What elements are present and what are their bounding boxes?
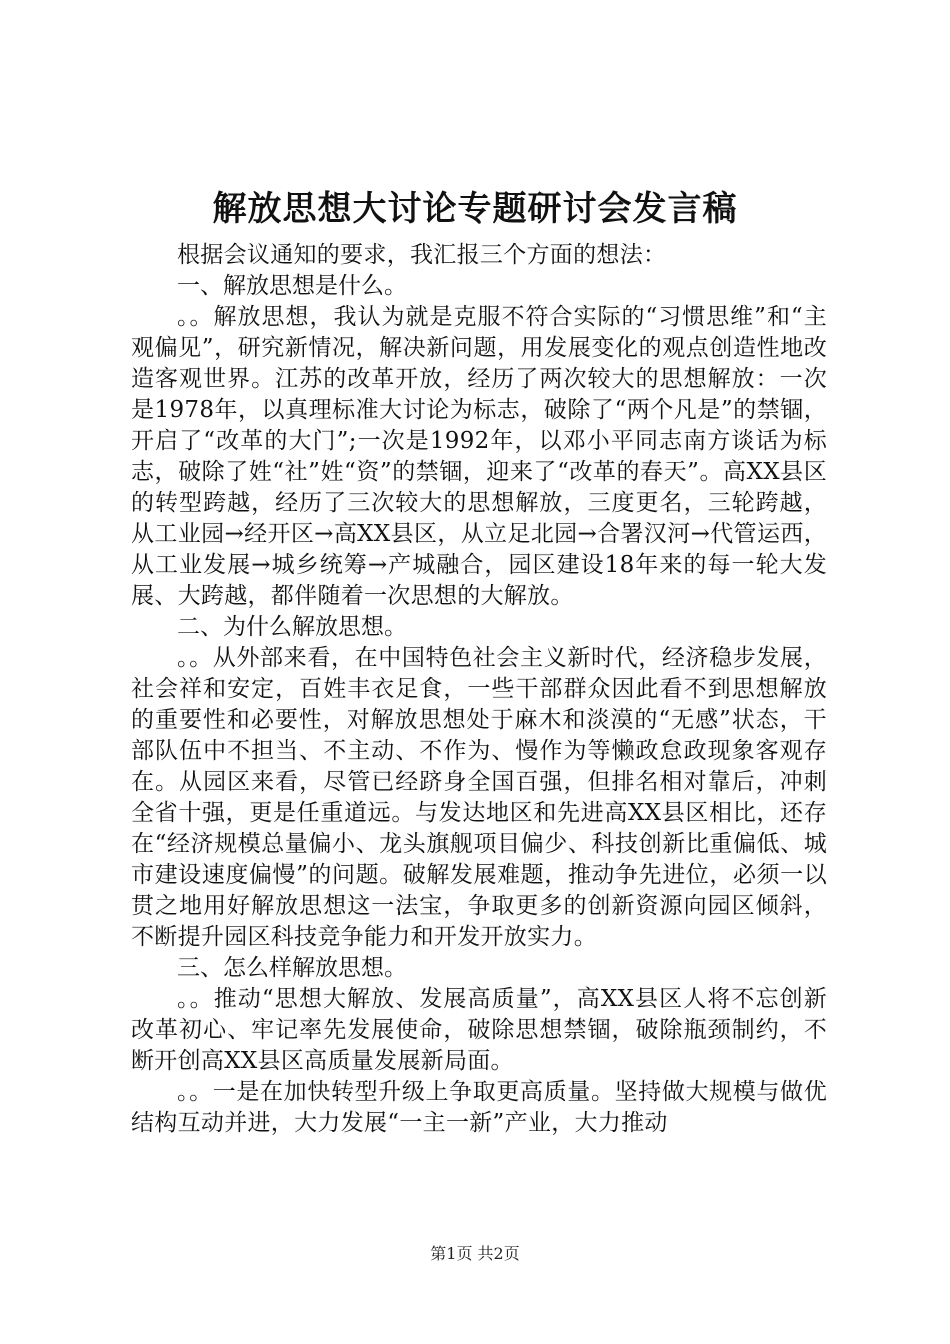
section-heading-3: 三、怎么样解放思想。 xyxy=(177,955,407,981)
section-3-paragraph-1: 。。推动“思想大解放、发展高质量”，高XX县区人将不忘创新改革初心、牢记率先发展使命，破除思想禁锢，破除瓶颈制约，不断开创高XX县区高质量发展新局面。 xyxy=(131,986,827,1074)
section-1-paragraph: 。。解放思想，我认为就是克服不符合实际的“习惯思维”和“主观偏见”，研究新情况，解决新问题，用发展变化的观点创造性地改造客观世界。江苏的改革开放，经历了两次较大的思想解放：一次是1978年，以真理标准大讨论为标志，破除了“两个凡是”的禁锢，开启了“改革的大门”;一次是1992年，以邓小平同志南方谈话为标志，破除了姓“社”姓“资”的禁锢，迎来了“改革的春天”。高XX县区的转型跨越，经历了三次较大的思想解放，三度更名，三轮跨越，从工业园→经开区→高XX县区，从立足北园→合署汉河→代管运西，从工业发展→城乡统筹→产城融合，园区建设18年来的每一轮大发展、大跨越，都伴随着一次思想的大解放。 xyxy=(131,304,827,609)
section-2-paragraph: 。。从外部来看，在中国特色社会主义新时代，经济稳步发展，社会祥和安定，百姓丰衣足食，一些干部群众因此看不到思想解放的重要性和必要性，对解放思想处于麻木和淡漠的“无感”状态，干部队伍中不担当、不主动、不作为、慢作为等懒政怠政现象客观存在。从园区来看，尽管已经跻身全国百强，但排名相对靠后，冲刺全省十强，更是任重道远。与发达地区和先进高XX县区相比，还存在“经济规模总量偏小、龙头旗舰项目偏少、科技创新比重偏低、城市建设速度偏慢”的问题。破解发展难题，推动争先进位，必须一以贯之地用好解放思想这一法宝，争取更多的创新资源向园区倾斜，不断提升园区科技竞争能力和开发开放实力。 xyxy=(131,645,827,950)
section-heading-1: 一、解放思想是什么。 xyxy=(177,273,407,299)
document-body xyxy=(131,240,827,1139)
section-3-paragraph-2: 。。一是在加快转型升级上争取更高质量。坚持做大规模与做优结构互动并进，大力发展“一主一新”产业，大力推动 xyxy=(131,1079,827,1136)
intro-paragraph: 根据会议通知的要求，我汇报三个方面的想法： xyxy=(177,242,667,268)
section-heading-2: 二、为什么解放思想。 xyxy=(177,614,407,640)
page-number-footer: 第1页 共2页 xyxy=(430,1244,520,1263)
document-title: 解放思想大讨论专题研讨会发言稿 xyxy=(212,189,738,229)
